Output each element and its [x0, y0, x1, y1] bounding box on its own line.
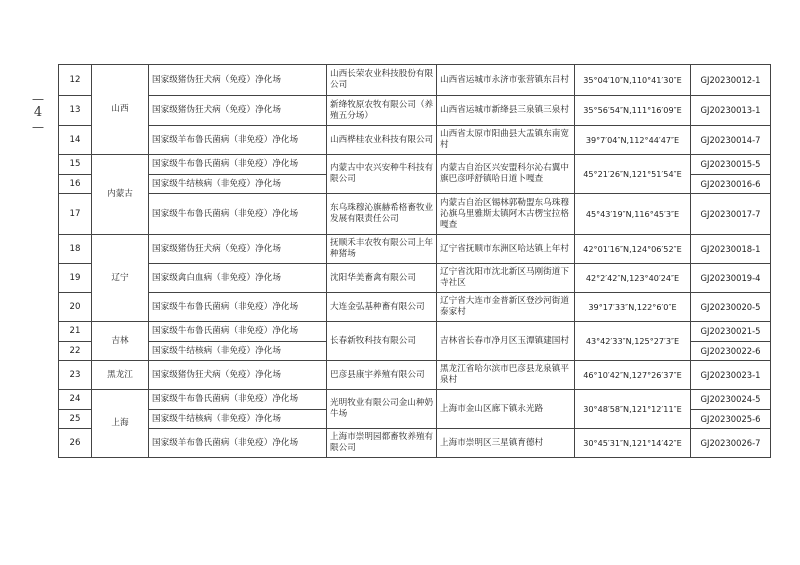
certificate-code: GJ20230020-5 — [691, 293, 771, 322]
coordinates: 46°10′42″N,127°26′37″E — [575, 361, 691, 390]
table-row — [59, 264, 771, 293]
farm-address: 山西省运城市永济市张营镇东吕村 — [437, 65, 575, 96]
farm-address: 上海市崇明区三星镇育德村 — [437, 429, 575, 458]
certificate-code: GJ20230024-5 — [691, 390, 771, 410]
farm-type: 国家级牛布鲁氏菌病（非免疫）净化场 — [149, 322, 327, 342]
farm-type: 国家级羊布鲁氏菌病（非免疫）净化场 — [149, 429, 327, 458]
farm-address: 山西省太原市阳曲县大盂镇东南宽村 — [437, 126, 575, 155]
company-name: 光明牧业有限公司金山种奶牛场 — [327, 390, 437, 429]
row-number: 16 — [59, 175, 92, 194]
certificate-code: GJ20230016-6 — [691, 175, 771, 194]
row-number: 22 — [59, 342, 92, 361]
farm-type: 国家级猪伪狂犬病（免疫）净化场 — [149, 96, 327, 126]
province-cell: 黑龙江 — [92, 361, 149, 390]
certificate-code: GJ20230025-6 — [691, 410, 771, 429]
farm-type: 国家级牛布鲁氏菌病（非免疫）净化场 — [149, 390, 327, 410]
coordinates: 30°48′58″N,121°12′11″E — [575, 390, 691, 429]
certificate-code: GJ20230022-6 — [691, 342, 771, 361]
certificate-code: GJ20230018-1 — [691, 235, 771, 264]
province-cell: 内蒙古 — [92, 155, 149, 235]
row-number: 25 — [59, 410, 92, 429]
coordinates: 39°17′33″N,122°6′0″E — [575, 293, 691, 322]
table-row — [59, 194, 771, 235]
coordinates: 30°45′31″N,121°14′42″E — [575, 429, 691, 458]
coordinates: 42°01′16″N,124°06′52″E — [575, 235, 691, 264]
table-row — [59, 155, 771, 175]
company-name: 山西桦桂农业科技有限公司 — [327, 126, 437, 155]
table-row — [59, 65, 771, 96]
coordinates: 35°56′54″N,111°16′09″E — [575, 96, 691, 126]
farm-type: 国家级羊布鲁氏菌病（非免疫）净化场 — [149, 126, 327, 155]
table-row — [59, 126, 771, 155]
farm-address: 吉林省长春市净月区玉潭镇建国村 — [437, 322, 575, 361]
row-number: 18 — [59, 235, 92, 264]
certificate-code: GJ20230012-1 — [691, 65, 771, 96]
farm-type: 国家级牛布鲁氏菌病（非免疫）净化场 — [149, 155, 327, 175]
company-name: 沈阳华美畜禽有限公司 — [327, 264, 437, 293]
page-dash-bottom: — — [32, 120, 44, 134]
table-row — [59, 322, 771, 342]
row-number: 12 — [59, 65, 92, 96]
page-dash-top: — — [32, 92, 44, 106]
row-number: 19 — [59, 264, 92, 293]
company-name: 上海市崇明园都畜牧养殖有限公司 — [327, 429, 437, 458]
certificate-code: GJ20230023-1 — [691, 361, 771, 390]
coordinates: 45°43′19″N,116°45′3″E — [575, 194, 691, 235]
farm-type: 国家级牛布鲁氏菌病（非免疫）净化场 — [149, 194, 327, 235]
province-cell: 山西 — [92, 65, 149, 155]
farm-address: 山西省运城市新绛县三泉镇三泉村 — [437, 96, 575, 126]
row-number: 21 — [59, 322, 92, 342]
page-number — [30, 92, 46, 134]
company-name: 内蒙古中农兴安种牛科技有限公司 — [327, 155, 437, 194]
table-row — [59, 293, 771, 322]
company-name: 长春新牧科技有限公司 — [327, 322, 437, 361]
farm-type: 国家级牛布鲁氏菌病（非免疫）净化场 — [149, 293, 327, 322]
row-number: 14 — [59, 126, 92, 155]
table-row — [59, 361, 771, 390]
farm-address: 辽宁省沈阳市沈北新区马刚街道下寺社区 — [437, 264, 575, 293]
row-number: 13 — [59, 96, 92, 126]
company-name: 巴彦县康宇养殖有限公司 — [327, 361, 437, 390]
farm-address: 内蒙古自治区兴安盟科尔沁右翼中旗巴彦呼舒镇哈日道卜嘎查 — [437, 155, 575, 194]
farm-type: 国家级猪伪狂犬病（免疫）净化场 — [149, 65, 327, 96]
coordinates: 45°21′26″N,121°51′54″E — [575, 155, 691, 194]
company-name: 抚顺禾丰农牧有限公司上年种猪场 — [327, 235, 437, 264]
certificate-code: GJ20230013-1 — [691, 96, 771, 126]
company-name: 大连金弘基种畜有限公司 — [327, 293, 437, 322]
company-name: 东乌珠穆沁旗赫希格畜牧业发展有限责任公司 — [327, 194, 437, 235]
purification-farm-table — [58, 64, 771, 458]
farm-address: 辽宁省抚顺市东洲区哈达镇上年村 — [437, 235, 575, 264]
coordinates: 43°42′33″N,125°27′3″E — [575, 322, 691, 361]
farm-address: 黑龙江省哈尔滨市巴彦县龙泉镇平泉村 — [437, 361, 575, 390]
farm-type: 国家级猪伪狂犬病（免疫）净化场 — [149, 361, 327, 390]
province-cell: 吉林 — [92, 322, 149, 361]
farm-address: 上海市金山区廊下镇永光路 — [437, 390, 575, 429]
farm-type: 国家级禽白血病（非免疫）净化场 — [149, 264, 327, 293]
table-row — [59, 235, 771, 264]
certificate-code: GJ20230015-5 — [691, 155, 771, 175]
farm-address: 内蒙古自治区锡林郭勒盟东乌珠穆沁旗乌里雅斯太镇阿木古楞宝拉格嘎查 — [437, 194, 575, 235]
coordinates: 39°7′04″N,112°44′47″E — [575, 126, 691, 155]
certificate-code: GJ20230014-7 — [691, 126, 771, 155]
row-number: 24 — [59, 390, 92, 410]
row-number: 17 — [59, 194, 92, 235]
company-name: 山西长荣农业科技股份有限公司 — [327, 65, 437, 96]
farm-type: 国家级牛结核病（非免疫）净化场 — [149, 410, 327, 429]
farm-type: 国家级猪伪狂犬病（免疫）净化场 — [149, 235, 327, 264]
certificate-code: GJ20230026-7 — [691, 429, 771, 458]
certificate-code: GJ20230021-5 — [691, 322, 771, 342]
page-number-value: 4 — [33, 105, 43, 120]
farm-type: 国家级牛结核病（非免疫）净化场 — [149, 175, 327, 194]
farm-type: 国家级牛结核病（非免疫）净化场 — [149, 342, 327, 361]
coordinates: 35°04′10″N,110°41′30″E — [575, 65, 691, 96]
coordinates: 42°2′42″N,123°40′24″E — [575, 264, 691, 293]
company-name: 新绛牧原农牧有限公司（养殖五分场） — [327, 96, 437, 126]
row-number: 26 — [59, 429, 92, 458]
table-row — [59, 96, 771, 126]
farm-address: 辽宁省大连市金普新区登沙河街道泰家村 — [437, 293, 575, 322]
province-cell: 上海 — [92, 390, 149, 458]
row-number: 20 — [59, 293, 92, 322]
certificate-code: GJ20230019-4 — [691, 264, 771, 293]
row-number: 23 — [59, 361, 92, 390]
row-number: 15 — [59, 155, 92, 175]
certificate-code: GJ20230017-7 — [691, 194, 771, 235]
province-cell: 辽宁 — [92, 235, 149, 322]
table-row — [59, 390, 771, 410]
table-row — [59, 429, 771, 458]
